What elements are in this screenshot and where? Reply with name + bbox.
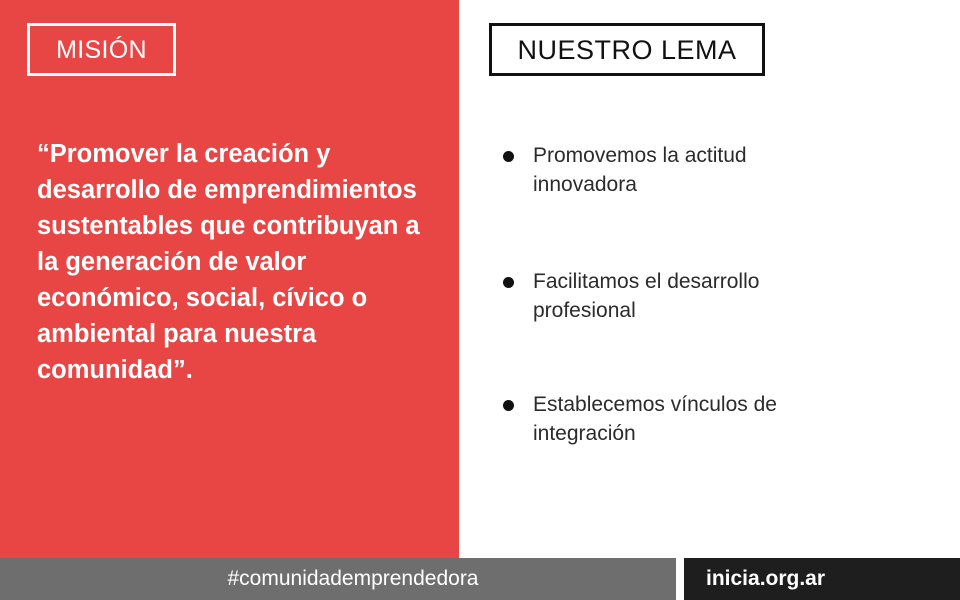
bullet-icon [503,151,514,162]
footer-hashtag-bar [0,558,676,600]
bullet-icon [503,277,514,288]
motto-title: NUESTRO LEMA [517,35,737,65]
footer-divider [676,558,684,600]
motto-item-text: Facilitamos el desarrollo profesional [533,270,760,322]
mission-title-box [27,23,176,76]
motto-title-box [489,23,765,76]
motto-item-text: Promovemos la actitud innovadora [533,144,747,196]
footer-site: inicia.org.ar [706,567,826,590]
mission-title: MISIÓN [56,36,147,64]
bullet-icon [503,400,514,411]
motto-item-text: Establecemos vínculos de integración [533,393,777,445]
mission-panel [0,0,459,558]
footer-site-bar [684,558,960,600]
mission-statement: “Promover la creación y desarrollo de emprendimientos sustentables que contribuyan a la generación de valor económico, social, cívico o ambiental para nuestra comunidad”. [37,140,420,384]
footer-hashtag: #comunidademprendedora [227,567,479,590]
